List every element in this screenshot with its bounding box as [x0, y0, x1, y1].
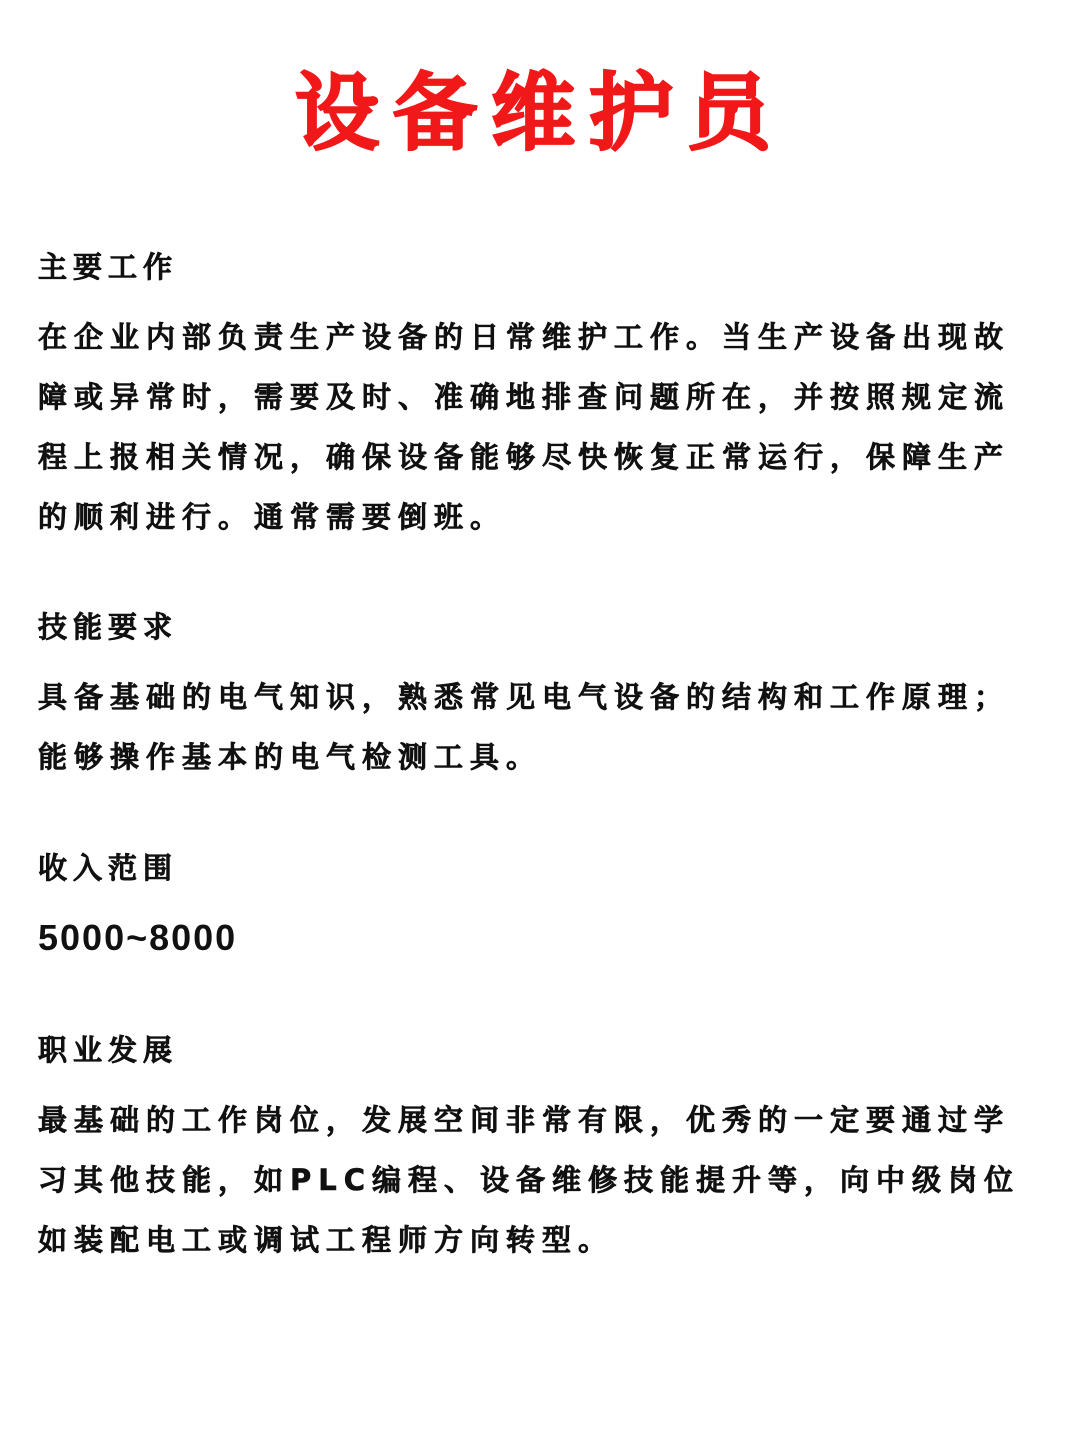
- section-skills: [38, 607, 1028, 787]
- section-text-main-work: 在企业内部负责生产设备的日常维护工作。当生产设备出现故障或异常时，需要及时、准确地排查问题所在，并按照规定流程上报相关情况，确保设备能够尽快恢复正常运行，保障生产的顺利进行。通常需要倒班。: [38, 320, 1011, 534]
- section-heading-income: 收入范围: [38, 851, 179, 885]
- income-range-value: 5000~8000: [38, 917, 238, 958]
- section-income: [38, 848, 1028, 968]
- section-text-skills: 具备基础的电气知识，熟悉常见电气设备的结构和工作原理；能够操作基本的电气检测工具。: [38, 680, 1011, 774]
- section-main-work: [38, 247, 1028, 547]
- section-text-career: 最基础的工作岗位，发展空间非常有限，优秀的一定要通过学习其他技能，如PLC编程、设备维修技能提升等，向中级岗位如装配电工或调试工程师方向转型。: [38, 1103, 1021, 1257]
- section-heading-skills: 技能要求: [38, 610, 179, 644]
- page-title: 设备维护员: [294, 64, 785, 162]
- section-heading-career: 职业发展: [38, 1033, 179, 1067]
- section-career: [38, 1030, 1028, 1270]
- section-heading-main-work: 主要工作: [38, 250, 179, 284]
